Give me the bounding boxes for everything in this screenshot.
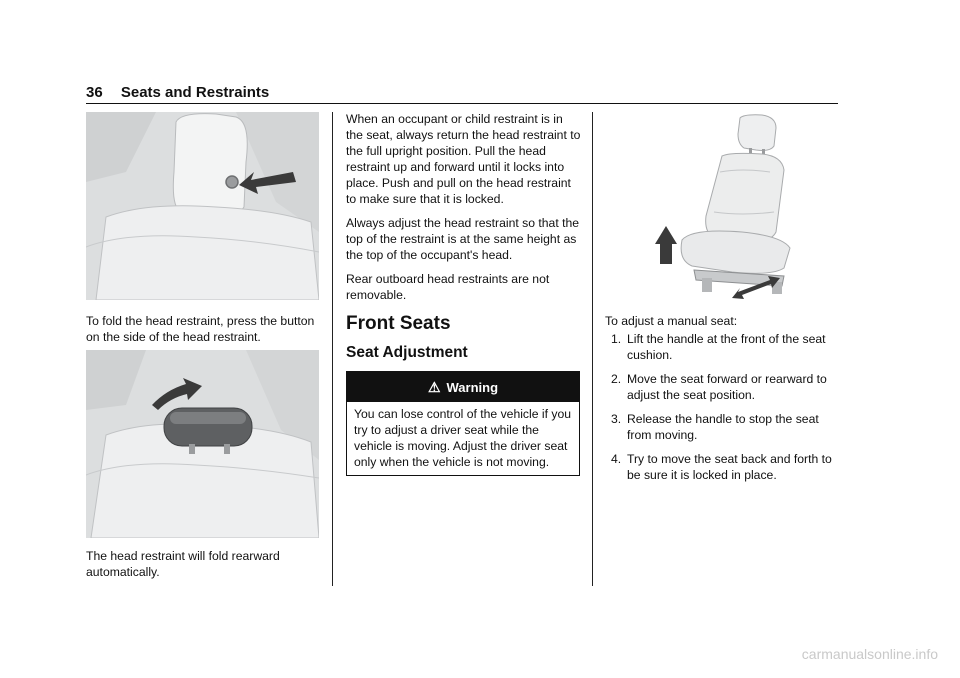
page-header	[86, 84, 269, 101]
watermark: carmanualsonline.info	[801, 646, 938, 662]
warning-box	[346, 371, 580, 476]
step-item	[605, 331, 841, 363]
step-text: Try to move the seat back and forth to be sure it is locked in place.	[627, 452, 832, 482]
step-text: Release the handle to stop the seat from moving.	[627, 412, 819, 442]
manual-seat-instructions	[605, 313, 841, 491]
column-divider-2	[592, 112, 593, 586]
step-number: 1.	[611, 332, 622, 346]
paragraph-1: When an occupant or child restraint is in the seat, always return the head restraint to the full upright position. Pull the head restraint up and forward until it locks into place. Push and pull on the head restraint to make sure that it is locked.	[346, 112, 581, 206]
step-text: Move the seat forward or rearward to adjust the seat position.	[627, 372, 827, 402]
step-text: Lift the handle at the front of the seat cushion.	[627, 332, 826, 362]
step-number: 2.	[611, 372, 622, 386]
step-item	[605, 411, 841, 443]
warning-text: You can lose control of the vehicle if you try to adjust a driver seat while the vehicle is moving. Adjust the driver seat only when the vehicle is not moving.	[354, 407, 572, 469]
caption-fold-instructions	[86, 313, 324, 353]
step-item	[605, 371, 841, 403]
column-divider-1	[332, 112, 333, 586]
step-number: 3.	[611, 412, 622, 426]
page-number: 36	[86, 84, 103, 101]
paragraph-3: Rear outboard head restraints are not removable.	[346, 272, 550, 302]
caption-fold-result	[86, 548, 324, 588]
head-restraint-button-illustration	[86, 112, 319, 300]
warning-title: Warning	[446, 379, 499, 395]
paragraph-2: Always adjust the head restraint so that the top of the restraint is at the same height as the top of the occupant's head.	[346, 216, 580, 262]
warning-header	[347, 372, 579, 402]
warning-icon: ⚠	[427, 378, 441, 395]
instructions-intro: To adjust a manual seat:	[605, 314, 738, 328]
step-item	[605, 451, 841, 483]
head-restraint-folded-illustration	[86, 350, 319, 538]
section-title: Seats and Restraints	[120, 84, 270, 101]
subsection-heading: Seat Adjustment	[346, 344, 468, 361]
steps-list	[605, 331, 841, 483]
header-rule	[86, 103, 838, 104]
head-restraint-text	[346, 111, 582, 311]
caption-1: To fold the head restraint, press the button on the side of the head restraint.	[86, 314, 315, 344]
section-heading: Front Seats	[346, 313, 451, 334]
caption-2: The head restraint will fold rearward automatically.	[86, 549, 280, 579]
step-number: 4.	[611, 452, 622, 466]
manual-seat-illustration	[652, 112, 812, 302]
